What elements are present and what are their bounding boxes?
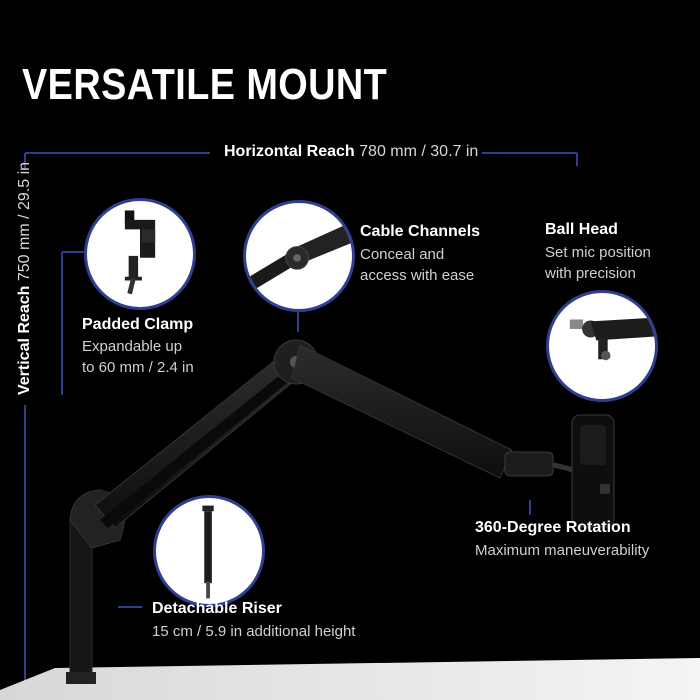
desk-surface <box>0 658 700 700</box>
riser-icon <box>156 498 262 604</box>
cable-channels-desc-2: access with ease <box>360 267 475 284</box>
detachable-riser-title: Detachable Riser <box>152 600 282 617</box>
page-title: VERSATILE MOUNT <box>22 60 388 109</box>
cable-channels-title: Cable Channels <box>360 223 481 240</box>
ball-head-icon <box>549 293 655 399</box>
detachable-riser-desc: 15 cm / 5.9 in additional height <box>152 623 356 640</box>
ball-head-desc-1: Set mic position <box>545 244 651 261</box>
horizontal-reach-label <box>220 143 482 161</box>
ball-head-image <box>546 290 658 402</box>
padded-clamp-desc-1: Expandable up <box>82 338 183 355</box>
ball-head-title: Ball Head <box>545 221 618 238</box>
horizontal-reach-value: 780 mm / 30.7 in <box>359 143 479 160</box>
cable-channel-icon <box>246 203 352 309</box>
vertical-reach-label <box>16 162 34 395</box>
vertical-reach-value: 750 mm / 29.5 in <box>16 161 33 282</box>
vertical-reach-title: Vertical Reach <box>16 285 33 395</box>
cable-channels-image <box>243 200 355 312</box>
clamp-icon <box>87 201 193 307</box>
rotation-title: 360-Degree Rotation <box>475 519 631 536</box>
padded-clamp-image <box>84 198 196 310</box>
horizontal-reach-title: Horizontal Reach <box>224 143 355 160</box>
ball-head-desc-2: with precision <box>545 265 636 282</box>
rotation-desc: Maximum maneuverability <box>475 542 650 559</box>
cable-channels-desc-1: Conceal and <box>360 246 445 263</box>
padded-clamp-desc-2: to 60 mm / 2.4 in <box>82 359 194 376</box>
detachable-riser-image <box>153 495 265 607</box>
padded-clamp-title: Padded Clamp <box>82 316 194 333</box>
